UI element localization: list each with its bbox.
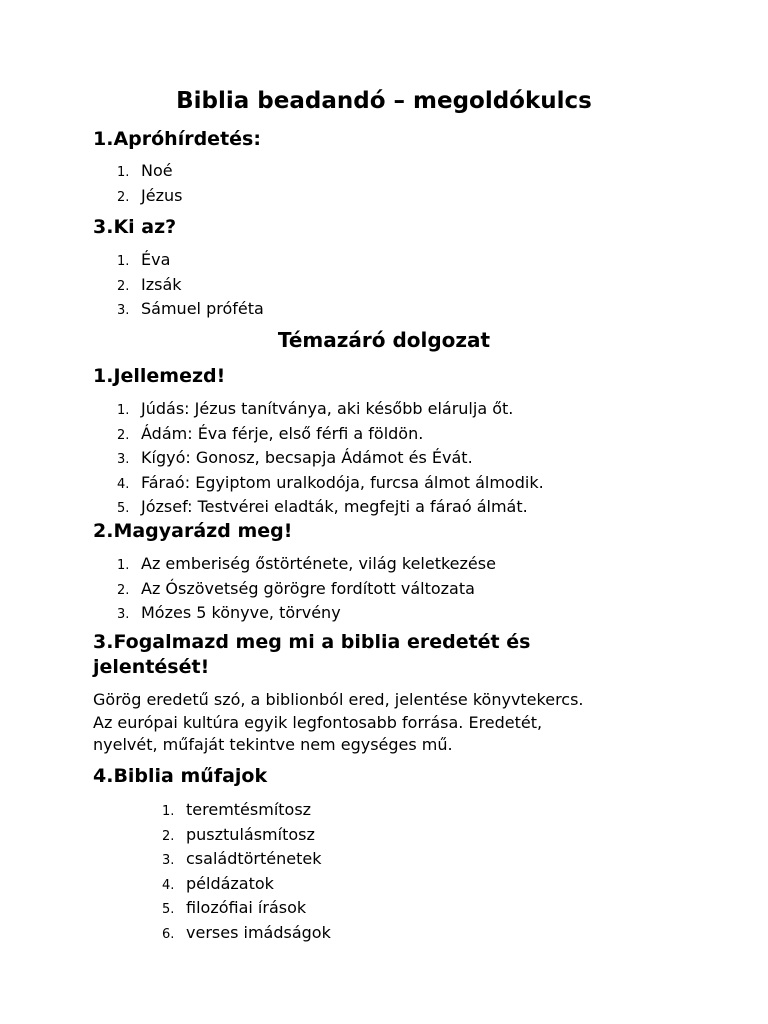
list-number: 3. — [162, 853, 175, 868]
list-item-text: Éva — [141, 250, 171, 269]
document-title: Biblia beadandó – megoldókulcs — [176, 88, 592, 114]
list-item — [117, 496, 544, 521]
list-aprohirdetes — [117, 160, 182, 209]
list-item — [162, 897, 331, 922]
list-item-text: filozófiai írások — [186, 898, 307, 917]
list-item — [117, 553, 496, 578]
list-number: 1. — [162, 804, 175, 819]
list-item — [117, 472, 544, 497]
heading-mufajok: 4.Biblia műfajok — [93, 765, 268, 787]
list-item — [117, 602, 496, 627]
list-number: 3. — [117, 452, 130, 467]
list-jellemezd — [117, 398, 544, 521]
list-item-text: Izsák — [141, 274, 182, 294]
list-item-text: teremtésmítosz — [186, 800, 312, 819]
list-item-text: pusztulásmítosz — [186, 824, 315, 844]
list-item-text: Kígyó: Gonosz, becsapja Ádámot és Évát. — [141, 448, 473, 467]
heading-magyarazd: 2.Magyarázd meg! — [93, 520, 293, 542]
list-item-text: verses imádságok — [186, 922, 331, 942]
list-item-text: Az Ószövetség görögre fordított változata — [141, 578, 475, 598]
list-item-text: Júdás: Jézus tanítványa, aki később elárulja őt. — [141, 399, 514, 418]
list-magyarazd — [117, 553, 496, 627]
list-mufajok — [162, 799, 331, 946]
list-item-text: Sámuel próféta — [141, 299, 264, 318]
list-item-text: Ádám: Éva férje, első férfi a földön. — [141, 423, 424, 443]
list-number: 1. — [117, 165, 130, 180]
list-ki-az — [117, 249, 264, 323]
list-number: 1. — [117, 254, 130, 269]
list-number: 2. — [117, 278, 130, 294]
paragraph-line: Az európai kultúra egyik legfontosabb forrása. Eredetét, — [93, 712, 543, 732]
list-item-text: példázatok — [186, 873, 274, 893]
list-number: 6. — [162, 926, 175, 942]
list-item — [117, 185, 182, 210]
paragraph-line: Görög eredetű szó, a biblionból ered, jelentése könyvtekercs. — [93, 690, 584, 709]
list-item — [117, 578, 496, 603]
list-item — [162, 799, 331, 824]
list-item-text: József: Testvérei eladták, megfejti a fáraó álmát. — [141, 497, 528, 516]
list-item — [162, 873, 331, 898]
list-item-text: Noé — [141, 161, 173, 180]
list-number: 2. — [162, 828, 175, 844]
list-number: 1. — [117, 558, 130, 573]
list-item — [117, 447, 544, 472]
list-item — [117, 398, 544, 423]
list-item — [117, 160, 182, 185]
list-number: 5. — [162, 902, 175, 917]
list-item-text: Az emberiség őstörténete, világ keletkezése — [141, 554, 496, 573]
list-number: 1. — [117, 403, 130, 418]
heading-aprohirdetes: 1.Apróhírdetés: — [93, 128, 261, 150]
list-item-text: Mózes 5 könyve, törvény — [141, 603, 341, 622]
list-item-text: Jézus — [141, 185, 183, 205]
list-number: 2. — [117, 427, 130, 443]
list-item — [162, 848, 331, 873]
heading-fogalmazd-line1: 3.Fogalmazd meg mi a biblia eredetét és — [93, 631, 531, 653]
list-item — [162, 922, 331, 947]
list-number: 4. — [117, 476, 130, 492]
list-item — [117, 423, 544, 448]
paragraph-line: nyelvét, műfaját tekintve nem egységes mű. — [93, 735, 453, 754]
list-number: 2. — [117, 189, 130, 205]
heading-jellemezd: 1.Jellemezd! — [93, 365, 226, 387]
list-item-text: családtörténetek — [186, 849, 322, 868]
list-item — [117, 274, 264, 299]
list-item — [162, 824, 331, 849]
list-number: 3. — [117, 303, 130, 318]
list-item-text: Fáraó: Egyiptom uralkodója, furcsa álmot álmodik. — [141, 472, 544, 492]
list-number: 3. — [117, 607, 130, 622]
answer-paragraph — [93, 689, 673, 757]
list-number: 4. — [162, 877, 175, 893]
subtitle-temazaro: Témazáró dolgozat — [277, 328, 491, 352]
list-number: 5. — [117, 501, 130, 516]
list-item — [117, 298, 264, 323]
list-item — [117, 249, 264, 274]
heading-fogalmazd-line2: jelentését! — [93, 656, 210, 678]
heading-ki-az: 3.Ki az? — [93, 216, 177, 238]
list-number: 2. — [117, 582, 130, 598]
